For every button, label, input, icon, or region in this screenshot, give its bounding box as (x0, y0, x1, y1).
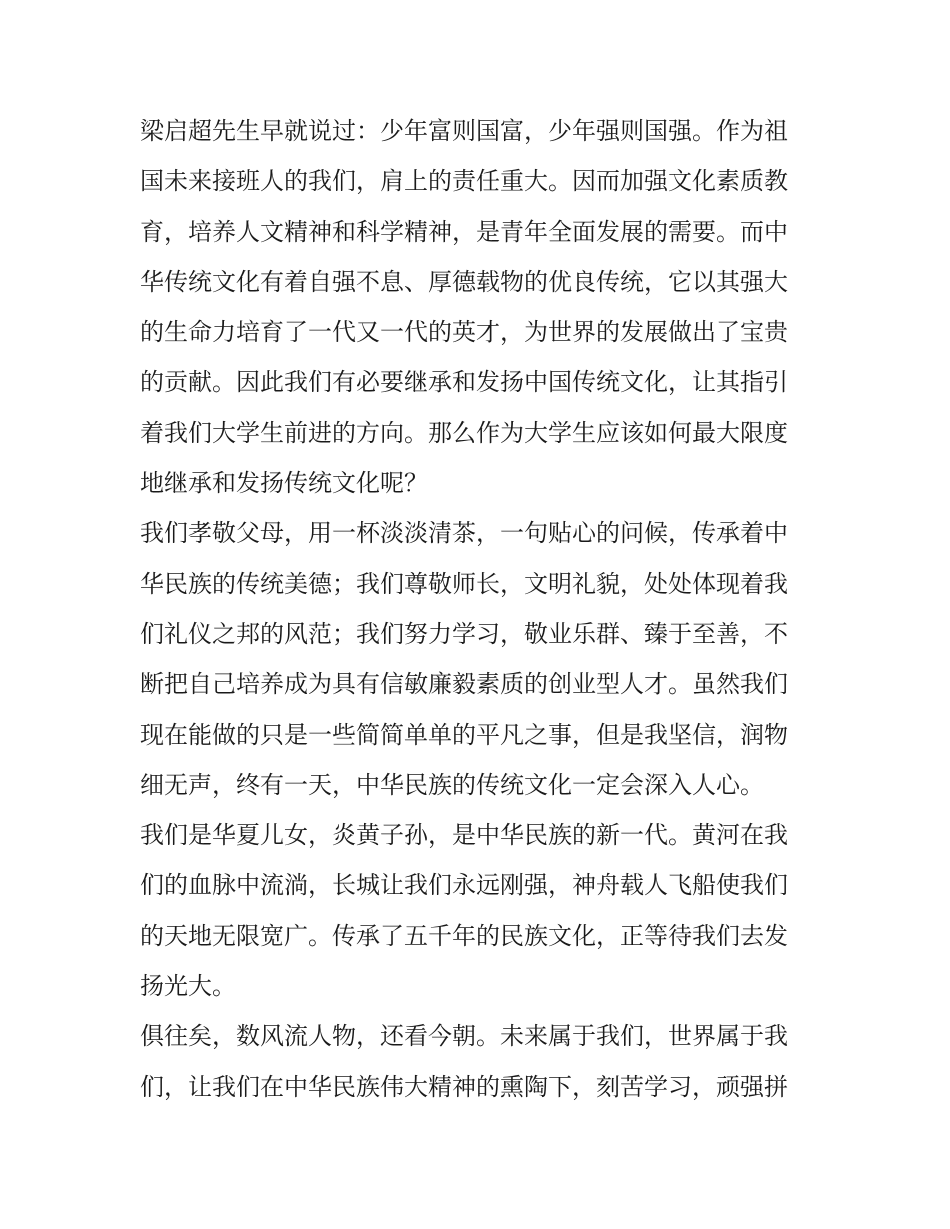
text-line: 俱往矣，数风流人物，还看今朝。未来属于我们，世界属于我 (140, 1022, 788, 1051)
text-line: 地继承和发扬传统文化呢？ (140, 469, 428, 498)
paragraph-3 (140, 810, 812, 1011)
text-line: 扬光大。 (140, 972, 236, 1001)
text-line: 断把自己培养成为具有信敏廉毅素质的创业型人才。虽然我们 (140, 670, 788, 699)
text-line: 着我们大学生前进的方向。那么作为大学生应该如何最大限度 (140, 418, 788, 447)
text-line: 的贡献。因此我们有必要继承和发扬中国传统文化，让其指引 (140, 368, 788, 397)
text-line: 现在能做的只是一些简简单单的平凡之事，但是我坚信，润物 (140, 720, 788, 749)
paragraph-2 (140, 508, 812, 810)
text-line: 的生命力培育了一代又一代的英才，为世界的发展做出了宝贵 (140, 318, 788, 347)
text-line: 们，让我们在中华民族伟大精神的熏陶下，刻苦学习，顽强拼 (140, 1072, 788, 1101)
text-line: 们礼仪之邦的风范；我们努力学习，敬业乐群、臻于至善，不 (140, 619, 788, 648)
text-line: 华传统文化有着自强不息、厚德载物的优良传统，它以其强大 (140, 267, 788, 296)
text-line: 我们孝敬父母，用一杯淡淡清茶，一句贴心的问候，传承着中 (140, 519, 788, 548)
text-line: 我们是华夏儿女，炎黄子孙，是中华民族的新一代。黄河在我 (140, 821, 788, 850)
text-line: 国未来接班人的我们，肩上的责任重大。因而加强文化素质教 (140, 167, 788, 196)
paragraph-1 (140, 106, 812, 508)
text-line: 细无声，终有一天，中华民族的传统文化一定会深入人心。 (140, 770, 764, 799)
text-line: 的天地无限宽广。传承了五千年的民族文化，正等待我们去发 (140, 921, 788, 950)
text-line: 梁启超先生早就说过：少年富则国富，少年强则国强。作为祖 (140, 117, 788, 145)
text-line: 们的血脉中流淌，长城让我们永远刚强，神舟载人飞船使我们 (140, 871, 788, 900)
paragraph-4 (140, 1011, 812, 1112)
text-line: 育，培养人文精神和科学精神，是青年全面发展的需要。而中 (140, 217, 788, 246)
document-body (140, 106, 812, 1112)
text-line: 华民族的传统美德；我们尊敬师长，文明礼貌，处处体现着我 (140, 569, 788, 598)
